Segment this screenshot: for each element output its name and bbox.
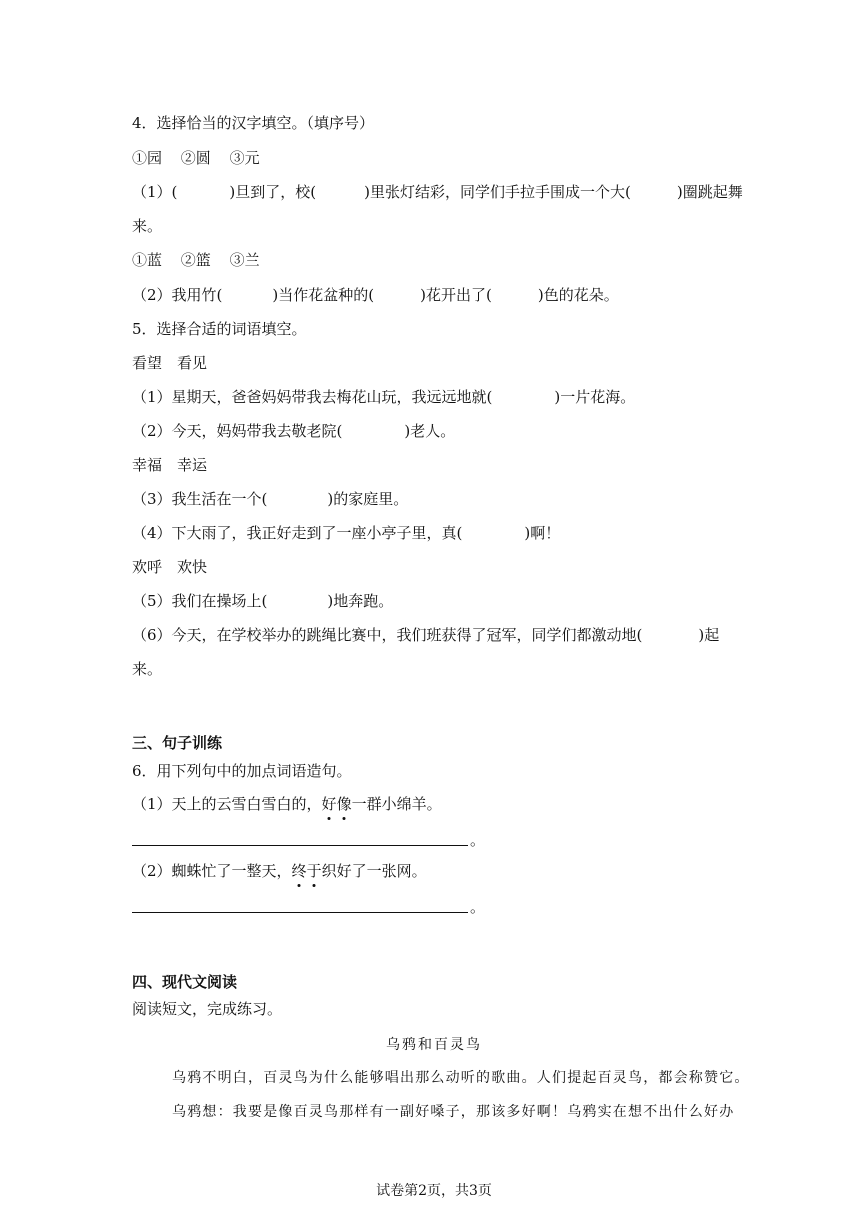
q5-word-group-3: 欢呼 欢快 (132, 558, 208, 576)
period: 。 (470, 898, 486, 916)
q6-title: 6．用下列句中的加点词语造句。 (132, 762, 352, 780)
dotted-word: 终 (291, 862, 307, 880)
q5-sentence-6-cont: 来。 (132, 660, 163, 678)
q4-sentence-1: （1）( )旦到了，校( )里张灯结彩，同学们手拉手围成一个大( )圈跳起舞 (132, 183, 743, 201)
q5-title: 5．选择合适的词语填空。 (132, 320, 307, 338)
period: 。 (470, 831, 486, 849)
q4-sentence-1-cont: 来。 (132, 217, 163, 235)
option: ②圆 (180, 149, 211, 167)
answer-line-2[interactable] (132, 912, 468, 913)
story-paragraph-2: 乌鸦想：我要是像百灵鸟那样有一副好嗓子，那该多好啊！乌鸦实在想不出什么好办 (172, 1104, 735, 1120)
q5-word-group-2: 幸福 幸运 (132, 456, 208, 474)
reading-instruction: 阅读短文，完成练习。 (132, 1000, 283, 1018)
option: ③兰 (229, 251, 260, 269)
dotted-word: 于 (306, 862, 322, 880)
dotted-word: 好 (321, 795, 337, 813)
q5-sentence-4: （4）下大雨了，我正好走到了一座小亭子里，真( )啊！ (132, 524, 561, 542)
story-paragraph-1: 乌鸦不明白，百灵鸟为什么能够唱出那么动听的歌曲。人们提起百灵鸟，都会称赞它。 (172, 1070, 750, 1086)
q4-options-2 (132, 250, 274, 270)
option: ①园 (132, 149, 163, 167)
q5-word-group-1: 看望 看见 (132, 354, 208, 372)
option: ②篮 (180, 251, 211, 269)
answer-line-1[interactable] (132, 845, 468, 846)
q4-options-1 (132, 148, 274, 168)
option: ①蓝 (132, 251, 163, 269)
q5-sentence-2: （2）今天，妈妈带我去敬老院( )老人。 (132, 422, 456, 440)
section-heading-3: 三、句子训练 (132, 734, 223, 752)
q5-sentence-1: （1）星期天，爸爸妈妈带我去梅花山玩，我远远地就( )一片花海。 (132, 388, 636, 406)
q6-sentence-1: （1）天上的云雪白雪白的，好像一群小绵羊。 (132, 795, 442, 813)
page-footer: 试卷第2页，共3页 (376, 1183, 492, 1199)
q5-sentence-3: （3）我生活在一个( )的家庭里。 (132, 490, 409, 508)
q4-sentence-2: （2）我用竹( )当作花盆种的( )花开出了( )色的花朵。 (132, 286, 619, 304)
story-title: 乌鸦和百灵鸟 (386, 1037, 482, 1053)
option: ③元 (229, 149, 260, 167)
q4-title: 4．选择恰当的汉字填空。（填序号） (132, 114, 375, 132)
q6-sentence-2: （2）蜘蛛忙了一整天，终于织好了一张网。 (132, 862, 427, 880)
section-heading-4: 四、现代文阅读 (132, 973, 238, 991)
q5-sentence-5: （5）我们在操场上( )地奔跑。 (132, 592, 394, 610)
dotted-word: 像 (336, 795, 352, 813)
q5-sentence-6: （6）今天，在学校举办的跳绳比赛中，我们班获得了冠军，同学们都激动地( )起 (132, 626, 720, 644)
